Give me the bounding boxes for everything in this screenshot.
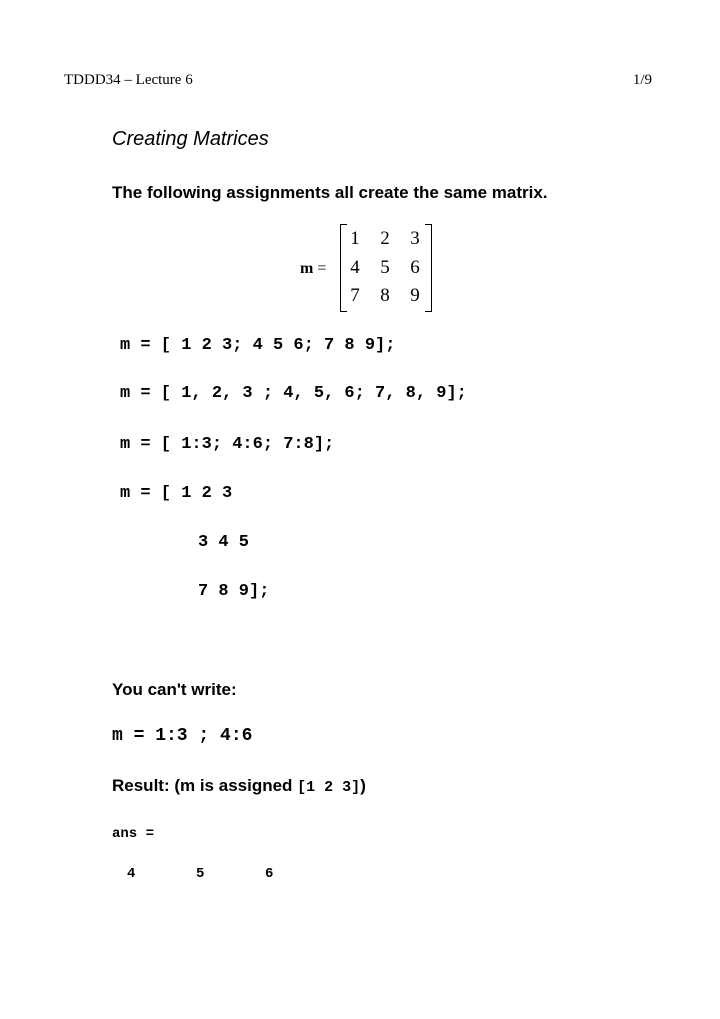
code-line-4b: 3 4 5: [198, 533, 250, 552]
slide-title: Creating Matrices: [112, 128, 269, 150]
code-line-4c: 7 8 9];: [198, 582, 270, 601]
code-line-4a: m = [ 1 2 3: [120, 484, 233, 503]
matrix-cell: 3: [410, 228, 420, 249]
header-course: TDDD34 – Lecture 6: [64, 72, 193, 88]
ans-value: 4: [127, 866, 136, 882]
result-line: [112, 776, 366, 796]
cant-write-label: You can't write:: [112, 680, 237, 699]
matrix-cell: 7: [350, 285, 360, 306]
matrix-cell: 2: [380, 228, 390, 249]
matrix-cell: 5: [380, 257, 390, 278]
ans-value: 6: [265, 866, 274, 882]
code-line-2: m = [ 1, 2, 3 ; 4, 5, 6; 7, 8, 9];: [120, 384, 467, 403]
matrix-cell: 8: [380, 285, 390, 306]
matrix-label: [300, 260, 326, 278]
code-line-1: m = [ 1 2 3; 4 5 6; 7 8 9];: [120, 336, 396, 355]
result-label: Result: (m is assigned: [112, 776, 298, 795]
matrix-label-eq: =: [313, 260, 327, 277]
result-code: [1 2 3]: [297, 779, 361, 796]
intro-text: The following assignments all create the same matrix.: [112, 183, 548, 202]
ans-value: 5: [196, 866, 205, 882]
matrix-cell: 4: [350, 257, 360, 278]
matrix-label-var: m: [300, 260, 314, 277]
header-page-number: 1/9: [632, 72, 652, 88]
code-line-3: m = [ 1:3; 4:6; 7:8];: [120, 435, 335, 454]
matrix-right-bracket: [425, 224, 432, 312]
matrix-cell: 1: [350, 228, 360, 249]
matrix-cell: 9: [410, 285, 420, 306]
matrix-cell: 6: [410, 257, 420, 278]
matrix-display: [340, 224, 432, 312]
result-close: ): [360, 776, 366, 795]
ans-label: ans =: [112, 826, 155, 842]
cant-write-code: m = 1:3 ; 4:6: [112, 726, 253, 746]
